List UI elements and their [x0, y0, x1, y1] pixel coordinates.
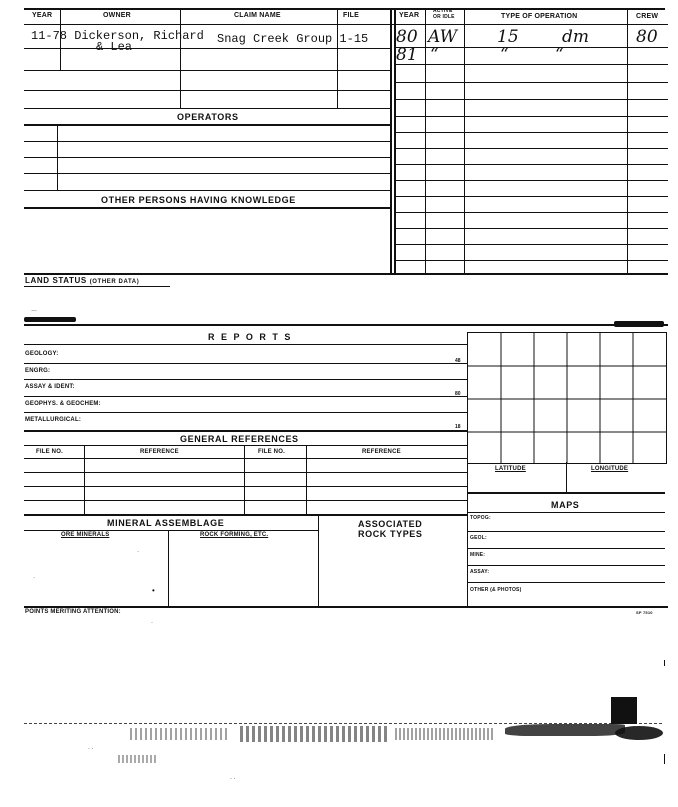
points-meriting-attention-label: POINTS MERITING ATTENTION: — [25, 609, 121, 615]
header-type-of-operation-label: TYPE OF OPERATION — [501, 13, 578, 20]
row-line — [24, 190, 390, 191]
mineral-assemblage-heading: MINERAL ASSEMBLAGE — [107, 518, 225, 528]
scan-dot: · · — [88, 746, 94, 752]
latlong-left-divider — [467, 462, 468, 514]
scan-noise-smear — [615, 726, 663, 740]
row-line — [467, 548, 665, 549]
row-line — [24, 412, 467, 413]
activity-operation-1: 15 — [497, 27, 519, 47]
ref-divider — [84, 445, 85, 514]
header-owner-label: OWNER — [103, 12, 131, 19]
scan-noise-block — [611, 697, 637, 724]
activity-row-line — [394, 99, 668, 100]
header-year-label: YEAR — [32, 12, 53, 19]
activity-row-line — [394, 164, 668, 165]
divider — [180, 8, 181, 108]
longitude-label: LONGITUDE — [591, 466, 629, 472]
scan-noise-block — [240, 726, 390, 742]
activity-status-2: “ — [430, 45, 439, 65]
ref-header-reference-1: REFERENCE — [140, 449, 179, 455]
form-number: SP 7510 — [636, 610, 653, 615]
activity-row-line — [394, 64, 668, 65]
scan-noise-block — [395, 728, 495, 740]
land-status-heading — [25, 276, 139, 285]
activity-row-line — [394, 228, 668, 229]
scan-dot: · — [151, 620, 153, 626]
reports-heading-rule — [24, 344, 467, 345]
activity-row-line — [394, 196, 668, 197]
claim-entry: Snag Creek Group 1-15 — [217, 32, 369, 46]
latlong-mid-divider — [566, 462, 567, 492]
scan-noise-smear — [505, 724, 625, 736]
map-other-label: OTHER (& PHOTOS) — [470, 587, 522, 593]
owner-entry-continued: & Lea — [96, 40, 133, 54]
row-line — [24, 445, 467, 446]
operators-rule — [24, 124, 390, 126]
other-persons-heading: OTHER PERSONS HAVING KNOWLEDGE — [101, 195, 296, 205]
activity-operation-detail-2: “ — [555, 45, 564, 65]
land-status-top-rule — [24, 273, 668, 275]
activity-row-line — [394, 116, 668, 117]
reports-heading: R E P O R T S — [208, 332, 293, 342]
row-line — [24, 530, 318, 531]
maps-rule — [467, 512, 665, 513]
activity-row-line — [394, 180, 668, 181]
report-row-geophys: GEOPHYS. & GEOCHEM: — [25, 401, 101, 407]
activity-crew-1: 80 — [636, 27, 658, 47]
ref-header-file-no-1: FILE NO. — [36, 449, 63, 455]
land-status-label: LAND STATUS — [25, 276, 87, 285]
row-line — [24, 458, 467, 459]
activity-status-1: AW — [428, 27, 458, 47]
header-year2-label: YEAR — [399, 12, 420, 19]
land-status-underline — [24, 286, 170, 287]
mineral-divider — [318, 514, 319, 606]
activity-year-1: 80 — [396, 27, 418, 47]
activity-row-line — [394, 148, 668, 149]
latlong-bottom-rule — [467, 492, 665, 494]
map-geol-label: GEOL: — [470, 535, 487, 541]
latitude-label: LATITUDE — [495, 466, 526, 472]
row-line — [24, 157, 390, 158]
scan-noise-block — [118, 755, 156, 763]
row-line — [24, 90, 390, 91]
activity-row-line — [394, 82, 668, 83]
ref-divider — [244, 445, 245, 514]
ref-header-reference-2: REFERENCE — [362, 449, 401, 455]
row-line — [24, 108, 390, 109]
report-row-metallurgical: METALLURGICAL: — [25, 417, 82, 423]
row-line — [24, 379, 467, 380]
report-row-geology: GEOLOGY: — [25, 351, 59, 357]
other-persons-rule — [24, 207, 390, 209]
scan-tick — [664, 660, 665, 666]
form-top-border — [24, 8, 665, 10]
scan-smudge — [24, 317, 76, 322]
report-num-metallurgical: 18 — [455, 424, 461, 430]
report-row-assay: ASSAY & IDENT: — [25, 384, 75, 390]
row-line — [24, 141, 390, 142]
rock-forming-label: ROCK FORMING, ETC. — [200, 532, 269, 538]
header-active-label: ACTIVE — [433, 8, 453, 14]
scan-dot: • — [152, 586, 155, 595]
activity-operation-detail-1: dm — [562, 27, 590, 47]
map-assay-label: ASSAY: — [470, 569, 490, 575]
row-line — [24, 173, 390, 174]
row-line — [24, 486, 467, 487]
form-bottom-rule — [24, 606, 668, 608]
scan-noise-block — [130, 728, 230, 740]
scan-dot: · — [33, 575, 35, 581]
activity-year-2: 81 — [396, 45, 418, 65]
row-line — [24, 48, 390, 49]
row-line — [24, 472, 467, 473]
activity-row-line — [394, 47, 668, 48]
reports-bottom-rule — [24, 430, 467, 432]
ref-header-file-no-2: FILE NO. — [258, 449, 285, 455]
land-status-ticks: … — [31, 307, 37, 313]
reports-top-rule — [24, 324, 668, 326]
scan-dot: · — [137, 549, 139, 555]
row-line — [467, 565, 665, 566]
section-grid — [467, 332, 667, 464]
ore-minerals-label: ORE MINERALS — [61, 532, 110, 538]
report-row-engrg: ENGRG: — [25, 368, 51, 374]
divider — [337, 8, 338, 108]
general-references-bottom-rule — [24, 514, 467, 516]
row-line — [24, 500, 467, 501]
header-file-label: FILE — [343, 12, 359, 19]
row-line — [24, 396, 467, 397]
header-idle-label: OR IDLE — [433, 14, 455, 20]
scan-dot: · · — [230, 776, 236, 782]
header-bottom-rule — [24, 24, 668, 25]
activity-row-line — [394, 260, 668, 261]
scan-tick — [664, 754, 665, 764]
row-line — [24, 70, 390, 71]
divider — [390, 8, 392, 274]
activity-operation-2: “ — [500, 45, 509, 65]
row-line — [467, 582, 665, 583]
land-status-sub: (OTHER DATA) — [89, 279, 140, 285]
general-references-heading: GENERAL REFERENCES — [180, 434, 299, 444]
header-claim-name-label: CLAIM NAME — [234, 12, 281, 19]
associated-heading-1: ASSOCIATED — [358, 519, 423, 529]
activity-row-line — [394, 132, 668, 133]
report-num-geology: 48 — [455, 358, 461, 364]
map-mine-label: MINE: — [470, 552, 486, 558]
ref-divider — [306, 445, 307, 514]
owner-entry: 11-78 Dickerson, Richard — [31, 29, 204, 43]
activity-row-line — [394, 244, 668, 245]
mineral-divider — [168, 530, 169, 606]
row-line — [467, 531, 665, 532]
mineral-divider — [467, 514, 468, 606]
activity-row-line — [394, 212, 668, 213]
report-num-assay: 80 — [455, 391, 461, 397]
row-line — [24, 363, 467, 364]
header-crew-label: CREW — [636, 13, 659, 20]
section-grid-lines — [468, 333, 666, 463]
maps-heading: MAPS — [551, 500, 580, 510]
map-topog-label: TOPOG: — [470, 515, 491, 521]
associated-heading-2: ROCK TYPES — [358, 529, 423, 539]
operators-heading: OPERATORS — [177, 112, 239, 122]
